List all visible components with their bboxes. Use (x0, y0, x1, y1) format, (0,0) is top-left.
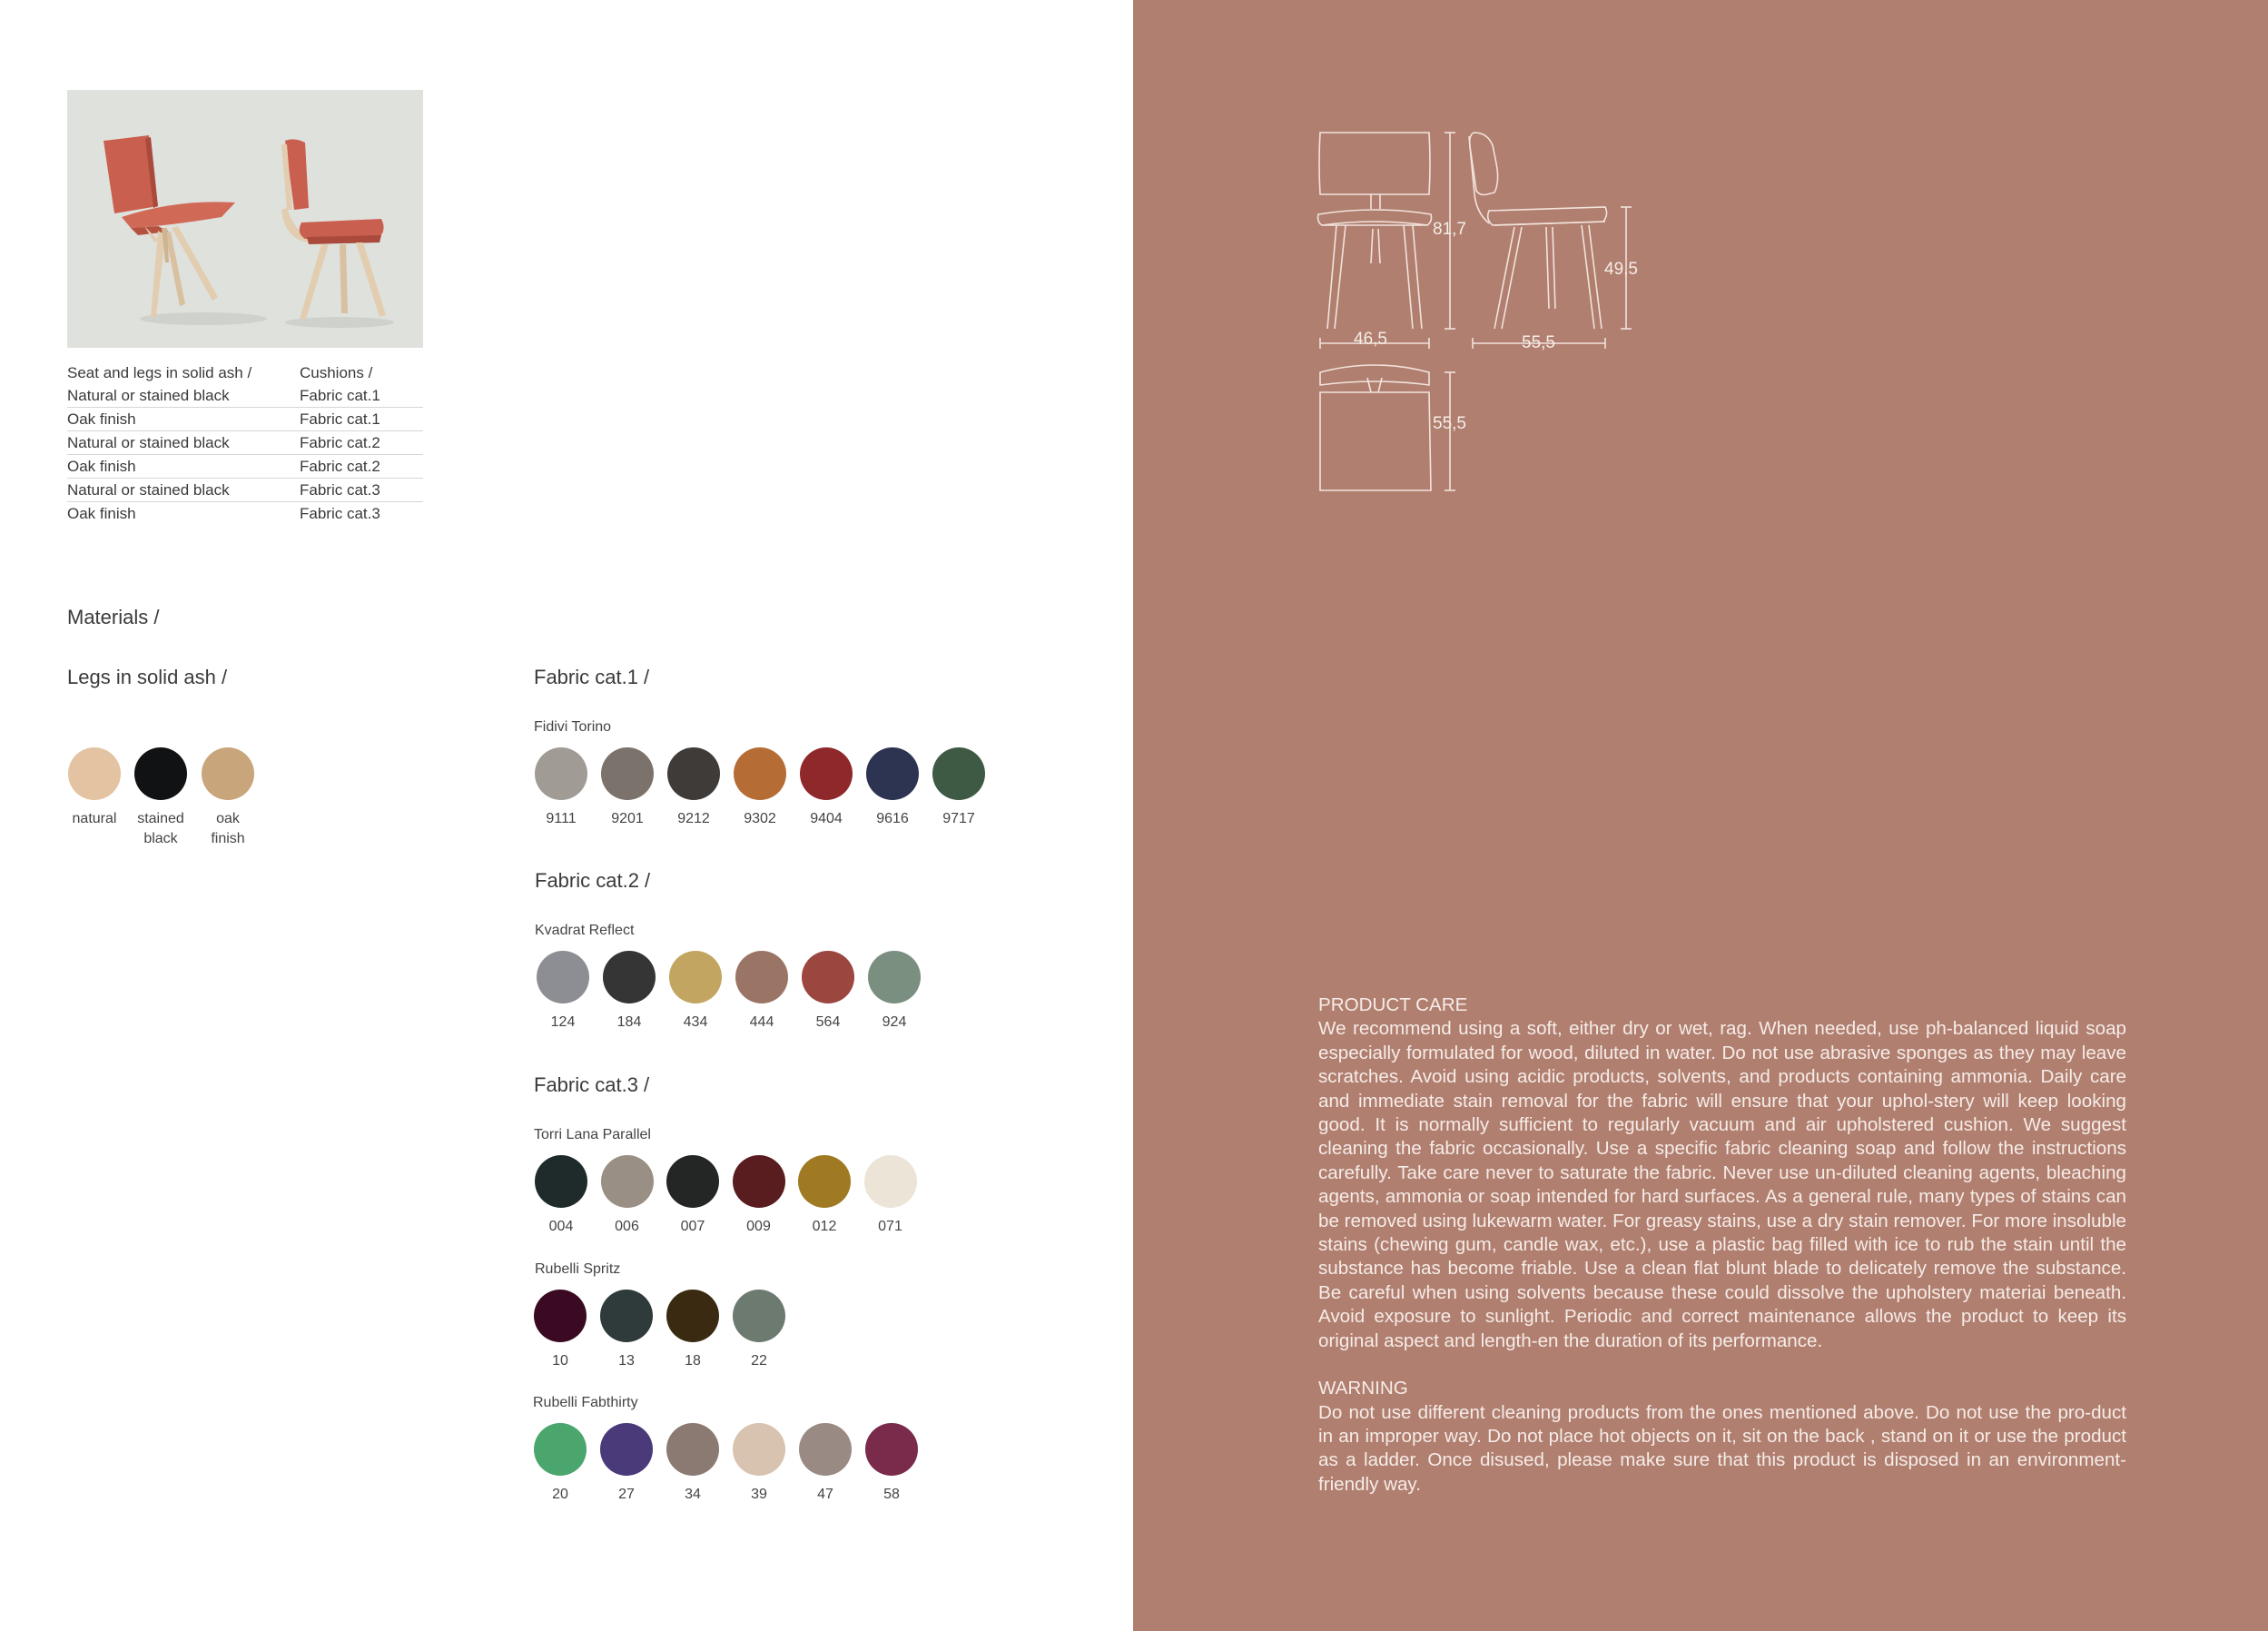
table-header-finish: Seat and legs in solid ash / (67, 363, 252, 381)
dimension-drawing (1133, 0, 2268, 545)
swatch-item[interactable] (726, 747, 794, 829)
swatch-item[interactable] (859, 747, 926, 829)
table-cell-cushion: Fabric cat.2 (300, 455, 423, 479)
fabric-cat3-title: Fabric cat.3 / (534, 1073, 650, 1096)
swatch-dot (733, 1423, 785, 1476)
swatch-dot (534, 1290, 587, 1342)
product-care-body: We recommend using a soft, either dry or wet, rag. When needed, use ph-balanced liquid soap especially formulated for wood, diluted in water. Do not use abrasive sponges as they may leave scratches. Avoid using acidic products, solvents, and products containing ammonia. Daily care and immediate stain removal for the fabric will ensure that your uphol-stery will keep looking good. It is normally sufficient to regularly vacuum and air upholstered cushion. We suggest cleaning the fabric occasionally. Use a specific fabric cleaning soap and follow the instructions carefully. Take care never to saturate the fabric. Never use un-diluted cleaning agents, bleaching agents, ammonia or soap intended for hard surfaces. As a general rule, many types of stains can be removed using lukewarm water. For greasy stains, use a dry stain remover. For more insoluble stains (chewing gum, candle wax, etc.), use a plastic bag filled with ice to rub the stain until the substance has become friable. Use a clean flat blunt blade to delicately remove the substance. Be careful when using solvents because these could dissolve the upholstery materiai beneath. Avoid exposure to sunlight. Periodic and correct maintenance allows the product to keep its original aspect and length-en the duration of its performance. (1318, 1018, 2126, 1351)
swatch-dot (667, 747, 720, 800)
swatch-code: 27 (618, 1487, 635, 1502)
swatch-dot (603, 951, 656, 1003)
table-cell-cushion: Fabric cat.1 (300, 384, 423, 408)
table-cell-finish: Oak finish (67, 455, 300, 479)
swatch-dot (535, 1155, 587, 1208)
warning-body: Do not use different cleaning products from the ones mentioned above. Do not use the pro-duct in an improper way. Do not place hot objects on it, sit on the back , stand on it or use the product as a ladder. Once disused, please make sure that this product is disposed in an environment-friendly way. (1318, 1401, 2126, 1495)
table-row (67, 384, 423, 408)
swatch-dot (865, 1423, 918, 1476)
swatch-dot (601, 1155, 654, 1208)
swatch-code: 184 (616, 1014, 642, 1030)
fabric-cat3-collection-3: Rubelli Fabthirty (533, 1395, 638, 1410)
swatch-dot (535, 747, 587, 800)
swatch-code: 22 (751, 1353, 767, 1369)
swatch-code: 071 (878, 1219, 902, 1234)
fabric-cat2-swatches (529, 951, 936, 1060)
swatch-dot (800, 747, 853, 800)
table-cell-cushion: Fabric cat.2 (300, 431, 423, 455)
swatch-code: 434 (683, 1014, 708, 1030)
swatch-item[interactable] (659, 1290, 726, 1371)
swatch-label: natural (72, 811, 117, 826)
depth-label: 55,5 (1522, 333, 1555, 352)
swatch-item[interactable] (594, 747, 661, 829)
swatch-dot (932, 747, 985, 800)
table-row (67, 455, 423, 479)
swatch-dot (666, 1290, 719, 1342)
swatch-dot (735, 951, 788, 1003)
fabric-cat2-title: Fabric cat.2 / (535, 869, 651, 892)
table-cell-finish: Natural or stained black (67, 431, 300, 455)
swatch-item[interactable] (528, 1155, 595, 1237)
swatch-item[interactable] (528, 747, 595, 829)
swatch-item[interactable] (728, 951, 795, 1033)
swatch-item[interactable] (659, 1423, 726, 1505)
swatch-code: 10 (552, 1353, 568, 1369)
swatch-item[interactable] (594, 1155, 661, 1237)
swatch-dot (864, 1155, 917, 1208)
swatch-item[interactable] (725, 1290, 793, 1371)
front-view-backrest (1319, 133, 1430, 194)
swatch-code: 444 (749, 1014, 774, 1030)
swatch-code: 006 (615, 1219, 639, 1234)
swatch-dot (600, 1290, 653, 1342)
swatch-code: 9111 (546, 811, 577, 826)
table-row (67, 408, 423, 431)
swatch-code: 004 (548, 1219, 574, 1234)
seat-height-label: 49,5 (1604, 260, 1638, 279)
swatch-item[interactable] (596, 951, 663, 1033)
swatch-item[interactable] (725, 1155, 793, 1237)
swatch-item[interactable] (858, 1423, 925, 1505)
swatch-code: 58 (883, 1487, 900, 1502)
front-view-seat (1318, 210, 1432, 225)
table-cell-cushion: Fabric cat.3 (300, 504, 380, 522)
swatch-code: 012 (812, 1219, 837, 1234)
height-label: 81,7 (1433, 220, 1466, 239)
swatch-dot (866, 747, 919, 800)
swatch-dot (202, 747, 254, 800)
swatch-code: 9616 (876, 811, 909, 826)
table-cell-finish: Oak finish (67, 408, 300, 431)
swatch-item[interactable] (791, 1155, 858, 1237)
swatch-dot (734, 747, 786, 800)
finish-cushion-table (67, 361, 423, 525)
fabric-cat1-swatches (528, 747, 1001, 856)
swatch-item[interactable] (61, 747, 128, 829)
width-label: 46,5 (1354, 330, 1387, 349)
swatch-dot (798, 1155, 851, 1208)
swatch-dot (868, 951, 921, 1003)
swatch-code: 564 (815, 1014, 841, 1030)
swatch-dot (669, 951, 722, 1003)
fabric-cat3-swatches-1 (528, 1155, 932, 1264)
swatch-dot (134, 747, 187, 800)
swatch-code: 009 (746, 1219, 771, 1234)
swatch-item[interactable] (593, 1290, 660, 1371)
swatch-item[interactable] (925, 747, 992, 829)
swatch-code: 007 (680, 1219, 705, 1234)
swatch-dot (600, 1423, 653, 1476)
fabric-cat3-swatches-3 (527, 1423, 933, 1532)
legs-swatches (61, 747, 279, 856)
fabric-cat1-collection: Fidivi Torino (534, 719, 612, 735)
swatch-dot (537, 951, 589, 1003)
swatch-dot (733, 1290, 785, 1342)
swatch-label: oak finish (211, 811, 245, 846)
fabric-cat3-swatches-2 (527, 1290, 801, 1399)
swatch-item[interactable] (794, 951, 862, 1033)
swatch-code: 9212 (677, 811, 710, 826)
swatch-item[interactable] (662, 951, 729, 1033)
table-header-row (67, 361, 423, 384)
top-view-seat (1320, 392, 1431, 490)
product-photo (67, 90, 423, 348)
swatch-dot (666, 1423, 719, 1476)
warning-title: WARNING (1318, 1378, 1408, 1399)
swatch-dot (733, 1155, 785, 1208)
fabric-cat3-collection-1: Torri Lana Parallel (534, 1127, 651, 1142)
product-care-section (1318, 993, 2126, 1497)
swatch-code: 9404 (810, 811, 843, 826)
table-row (67, 431, 423, 455)
table-cell-finish: Natural or stained black (67, 384, 300, 408)
swatch-code: 9302 (744, 811, 776, 826)
swatch-item[interactable] (527, 1290, 594, 1371)
swatch-code: 20 (552, 1487, 568, 1502)
swatch-code: 13 (618, 1353, 635, 1369)
swatch-item[interactable] (529, 951, 597, 1033)
swatch-item[interactable] (793, 747, 860, 829)
fabric-cat3-collection-2: Rubelli Spritz (535, 1261, 621, 1277)
table-cell-finish: Natural or stained black (67, 479, 300, 502)
table-row (67, 479, 423, 502)
swatch-code: 47 (817, 1487, 833, 1502)
swatch-item[interactable] (127, 747, 194, 849)
swatch-code: 924 (882, 1014, 907, 1030)
swatch-code: 9717 (942, 811, 975, 826)
fabric-cat1-title: Fabric cat.1 / (534, 666, 650, 688)
swatch-item[interactable] (725, 1423, 793, 1505)
swatch-dot (534, 1423, 587, 1476)
chair-pair-image (67, 90, 423, 348)
swatch-code: 9201 (611, 811, 644, 826)
swatch-item[interactable] (792, 1423, 859, 1505)
swatch-label: stained black (137, 811, 184, 846)
fabric-cat2-collection: Kvadrat Reflect (535, 923, 635, 938)
swatch-item[interactable] (194, 747, 261, 849)
swatch-item[interactable] (660, 747, 727, 829)
product-care-title: PRODUCT CARE (1318, 994, 1468, 1015)
swatch-dot (799, 1423, 852, 1476)
table-cell-cushion: Fabric cat.1 (300, 408, 423, 431)
left-page (0, 0, 1133, 1631)
top-view-backrest (1320, 365, 1429, 385)
table-cell-finish: Oak finish (67, 504, 136, 522)
swatch-dot (802, 951, 854, 1003)
swatch-item[interactable] (527, 1423, 594, 1505)
swatch-item[interactable] (857, 1155, 924, 1237)
legs-title: Legs in solid ash / (67, 666, 228, 688)
swatch-dot (601, 747, 654, 800)
swatch-code: 18 (685, 1353, 701, 1369)
top-depth-label: 55,5 (1433, 414, 1466, 433)
swatch-code: 34 (685, 1487, 701, 1502)
swatch-code: 39 (751, 1487, 767, 1502)
swatch-code: 124 (550, 1014, 576, 1030)
table-cell-cushion: Fabric cat.3 (300, 479, 423, 502)
materials-title: Materials / (67, 606, 160, 628)
swatch-dot (68, 747, 121, 800)
table-header-cushion: Cushions / (300, 363, 373, 381)
table-row (67, 502, 423, 526)
swatch-dot (666, 1155, 719, 1208)
swatch-item[interactable] (593, 1423, 660, 1505)
swatch-item[interactable] (861, 951, 928, 1033)
swatch-item[interactable] (659, 1155, 726, 1237)
